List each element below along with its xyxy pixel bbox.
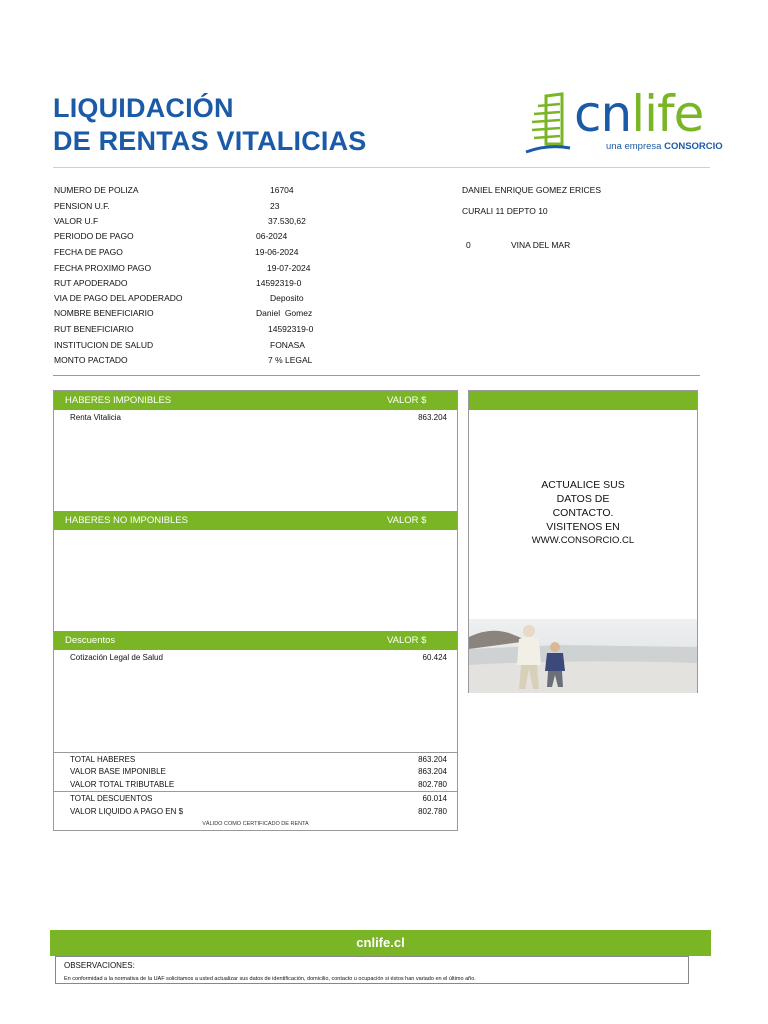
info-label: FECHA DE PAGO	[54, 247, 123, 257]
promo-photo-grandfather-child-beach	[469, 619, 697, 693]
section-header-haberes-no-imponibles	[54, 511, 457, 530]
settlement-panel	[53, 390, 458, 831]
observations-text: En conformidad a la normativa de la UAF solicitamos a usted actualizar sus datos de identificación, domicilio, contacto u ocupación si éstos han variado en el último año.	[64, 976, 476, 982]
section-title: Descuentos	[65, 635, 116, 646]
logo-wordmark-cn: cn	[574, 85, 632, 143]
info-value: 16704	[270, 185, 294, 195]
info-label: VIA DE PAGO DEL APODERADO	[54, 293, 183, 303]
promo-box	[468, 390, 698, 693]
row-label: Cotización Legal de Salud	[70, 653, 163, 662]
logo-tagline-brand: CONSORCIO	[664, 141, 723, 152]
totals-subdivider	[54, 791, 457, 792]
info-label: VALOR U.F	[54, 216, 99, 226]
promo-line: VISITENOS EN	[546, 521, 620, 533]
info-label: RUT APODERADO	[54, 278, 128, 288]
row-value: 60.424	[422, 653, 447, 662]
info-value: 06-2024	[256, 231, 288, 241]
info-divider	[53, 375, 700, 376]
totals-divider	[54, 752, 457, 753]
header-divider	[53, 167, 710, 168]
logo-wordmark-life: life	[631, 85, 704, 143]
info-label: NUMERO DE POLIZA	[54, 185, 139, 195]
promo-header-band	[469, 391, 697, 410]
total-row	[70, 794, 447, 803]
total-row	[70, 780, 447, 789]
total-label: TOTAL HABERES	[70, 755, 136, 764]
logo-tagline-prefix: una empresa	[606, 141, 662, 152]
info-value: 23	[270, 201, 280, 211]
address-name: DANIEL ENRIQUE GOMEZ ERICES	[462, 185, 602, 195]
building-icon	[524, 92, 572, 154]
section-title: HABERES NO IMPONIBLES	[65, 515, 189, 526]
table-row	[70, 653, 447, 662]
total-row	[70, 755, 447, 764]
section-value-header: VALOR $	[387, 635, 427, 646]
certificate-note: VÁLIDO COMO CERTIFICADO DE RENTA	[202, 821, 309, 827]
promo-line: ACTUALICE SUS	[541, 479, 625, 491]
info-label: INSTITUCION DE SALUD	[54, 340, 154, 350]
cnlife-logo	[524, 85, 724, 158]
section-header-descuentos	[54, 631, 457, 650]
title-line-1: LIQUIDACIÓN	[53, 93, 234, 123]
address-city: VINA DEL MAR	[511, 240, 571, 250]
info-label: RUT BENEFICIARIO	[54, 324, 134, 334]
observations-title: OBSERVACIONES:	[64, 961, 135, 970]
total-label: VALOR TOTAL TRIBUTABLE	[70, 780, 175, 789]
row-label: Renta Vitalicia	[70, 413, 121, 422]
observations-box	[55, 956, 689, 984]
promo-line: DATOS DE	[556, 493, 610, 505]
page-title	[53, 92, 367, 158]
total-value: 863.204	[418, 755, 447, 764]
section-header-haberes-imponibles	[54, 391, 457, 410]
info-label: MONTO PACTADO	[54, 355, 128, 365]
total-label: VALOR LIQUIDO A PAGO EN $	[70, 807, 184, 816]
info-value: Daniel Gomez	[256, 308, 313, 318]
info-value: 37.530,62	[268, 216, 306, 226]
info-label: NOMBRE BENEFICIARIO	[54, 308, 154, 318]
total-value: 802.780	[418, 780, 447, 789]
row-value: 863.204	[418, 413, 447, 422]
info-value: Deposito	[270, 293, 304, 303]
info-label: PERIODO DE PAGO	[54, 231, 134, 241]
info-value: 19-06-2024	[255, 247, 299, 257]
address-code: 0	[466, 240, 471, 250]
total-label: VALOR BASE IMPONIBLE	[70, 767, 166, 776]
total-row	[70, 767, 447, 776]
promo-line: CONTACTO.	[552, 507, 614, 519]
total-row	[70, 807, 447, 816]
total-value: 802.780	[418, 807, 447, 816]
total-value: 60.014	[422, 794, 447, 803]
table-row	[70, 413, 447, 422]
info-value: 7 % LEGAL	[268, 355, 313, 365]
info-value: 14592319-0	[268, 324, 314, 334]
info-value: 14592319-0	[256, 278, 302, 288]
footer-site-band	[50, 930, 711, 956]
total-label: TOTAL DESCUENTOS	[70, 794, 153, 803]
promo-url: WWW.CONSORCIO.CL	[531, 535, 635, 546]
info-label: PENSION U.F.	[54, 201, 110, 211]
info-value: 19-07-2024	[267, 263, 311, 273]
section-value-header: VALOR $	[387, 515, 427, 526]
section-title: HABERES IMPONIBLES	[65, 395, 172, 406]
total-value: 863.204	[418, 767, 447, 776]
address-street: CURALI 11 DEPTO 10	[462, 206, 548, 216]
title-line-2: DE RENTAS VITALICIAS	[53, 126, 367, 156]
info-label: FECHA PROXIMO PAGO	[54, 263, 152, 273]
info-value: FONASA	[270, 340, 305, 350]
promo-message	[469, 478, 697, 548]
logo-tagline	[606, 141, 723, 152]
footer-site-link[interactable]: cnlife.cl	[356, 935, 405, 950]
logo-wordmark	[574, 86, 703, 142]
section-value-header: VALOR $	[387, 395, 427, 406]
